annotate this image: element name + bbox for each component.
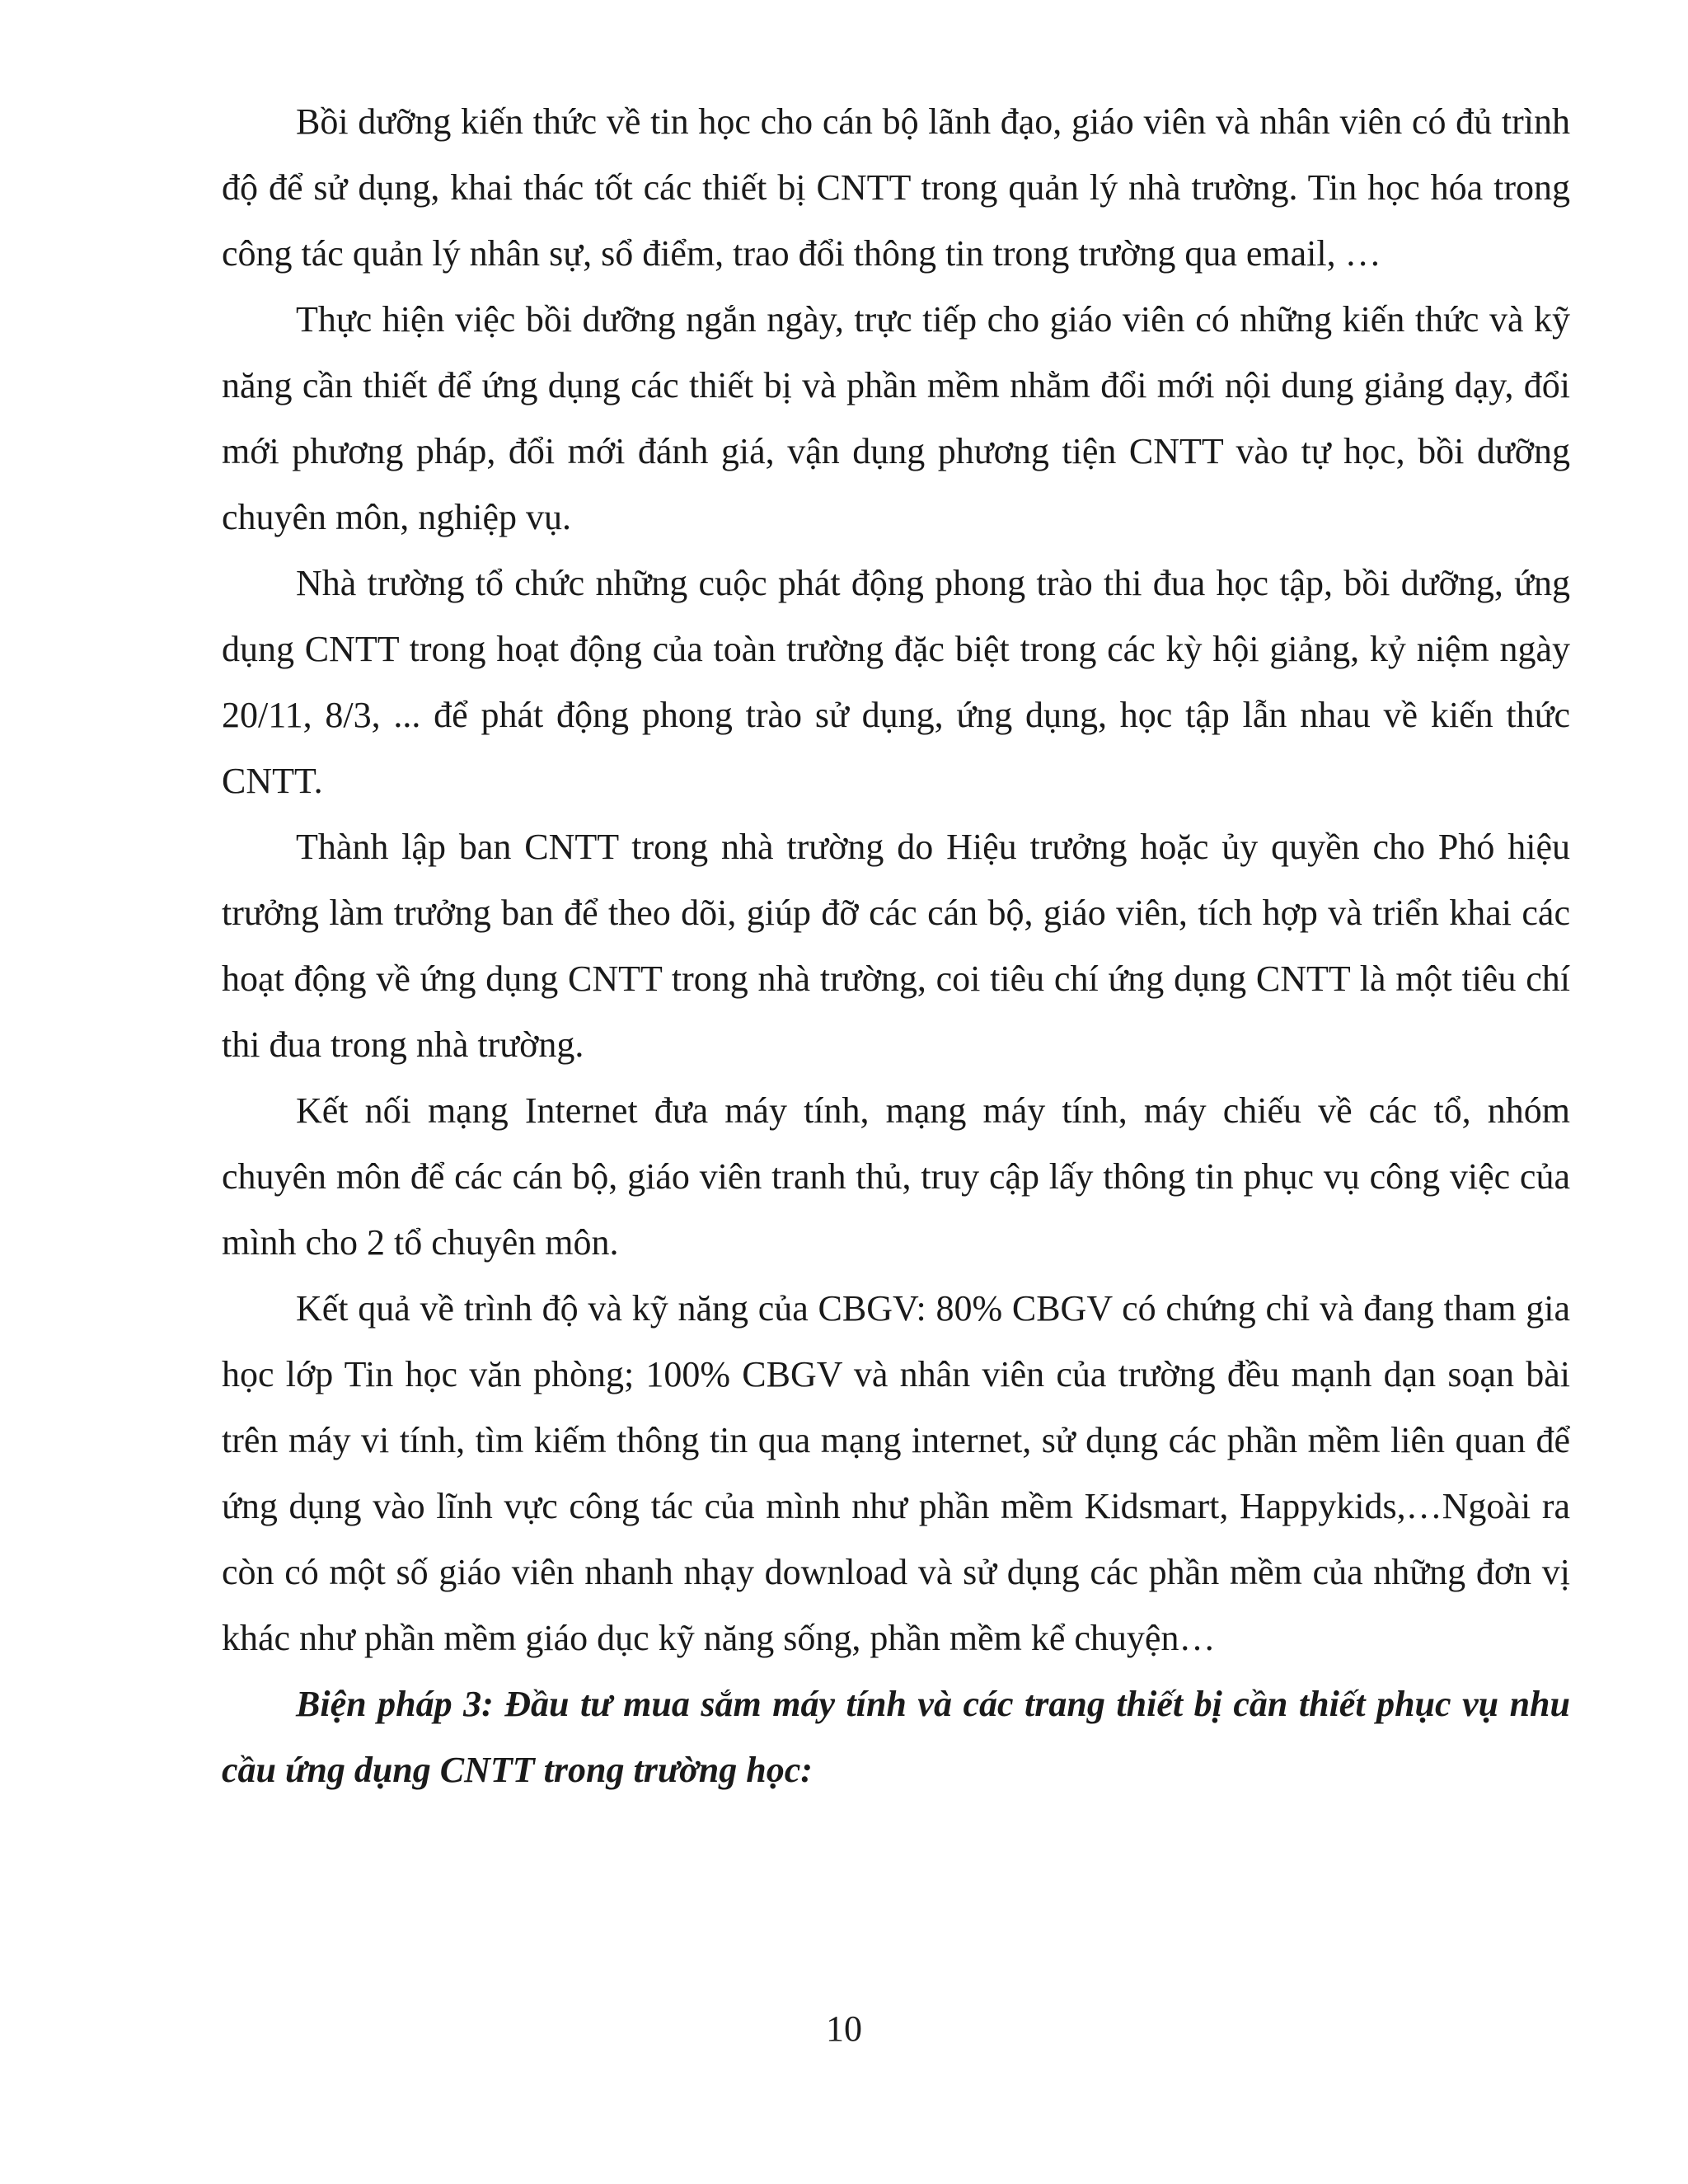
section-heading-measure-3: Biện pháp 3: Đầu tư mua sắm máy tính và các trang thiết bị cần thiết phục vụ nhu cầu ứng dụng CNTT trong trường học: xyxy=(222,1684,1570,1790)
document-body xyxy=(222,89,1570,1803)
paragraph-emulation-movement: Nhà trường tổ chức những cuộc phát động phong trào thi đua học tập, bồi dưỡng, ứng dụng CNTT trong hoạt động của toàn trường đặc biệt trong các kỳ hội giảng, kỷ niệm ngày 20/11, 8/3, ... để phát động phong trào sử dụng, ứng dụng, học tập lẫn nhau về kiến thức CNTT. xyxy=(222,563,1570,801)
paragraph-short-term-training: Thực hiện việc bồi dưỡng ngắn ngày, trực tiếp cho giáo viên có những kiến thức và kỹ năng cần thiết để ứng dụng các thiết bị và phần mềm nhằm đổi mới nội dung giảng dạy, đổi mới phương pháp, đổi mới đánh giá, vận dụng phương tiện CNTT vào tự học, bồi dưỡng chuyên môn, nghiệp vụ. xyxy=(222,299,1570,537)
paragraph-it-committee: Thành lập ban CNTT trong nhà trường do Hiệu trưởng hoặc ủy quyền cho Phó hiệu trưởng làm trưởng ban để theo dõi, giúp đỡ các cán bộ, giáo viên, tích hợp và triển khai các hoạt động về ứng dụng CNTT trong nhà trường, coi tiêu chí ứng dụng CNTT là một tiêu chí thi đua trong nhà trường. xyxy=(222,827,1570,1065)
paragraph-internet-connection: Kết nối mạng Internet đưa máy tính, mạng máy tính, máy chiếu về các tổ, nhóm chuyên môn để các cán bộ, giáo viên tranh thủ, truy cập lấy thông tin phục vụ công việc của mình cho 2 tổ chuyên môn. xyxy=(222,1090,1570,1263)
paragraph-it-training: Bồi dưỡng kiến thức về tin học cho cán bộ lãnh đạo, giáo viên và nhân viên có đủ trình độ để sử dụng, khai thác tốt các thiết bị CNTT trong quản lý nhà trường. Tin học hóa trong công tác quản lý nhân sự, sổ điểm, trao đổi thông tin trong trường qua email, … xyxy=(222,101,1570,274)
paragraph-staff-results: Kết quả về trình độ và kỹ năng của CBGV: 80% CBGV có chứng chỉ và đang tham gia học lớp Tin học văn phòng; 100% CBGV và nhân viên của trường đều mạnh dạn soạn bài trên máy vi tính, tìm kiếm thông tin qua mạng internet, sử dụng các phần mềm liên quan để ứng dụng vào lĩnh vực công tác của mình như phần mềm Kidsmart, Happykids,…Ngoài ra còn có một số giáo viên nhanh nhạy download và sử dụng các phần mềm của những đơn vị khác như phần mềm giáo dục kỹ năng sống, phần mềm kể chuyện… xyxy=(222,1288,1570,1658)
page-number: 10 xyxy=(826,2008,862,2049)
